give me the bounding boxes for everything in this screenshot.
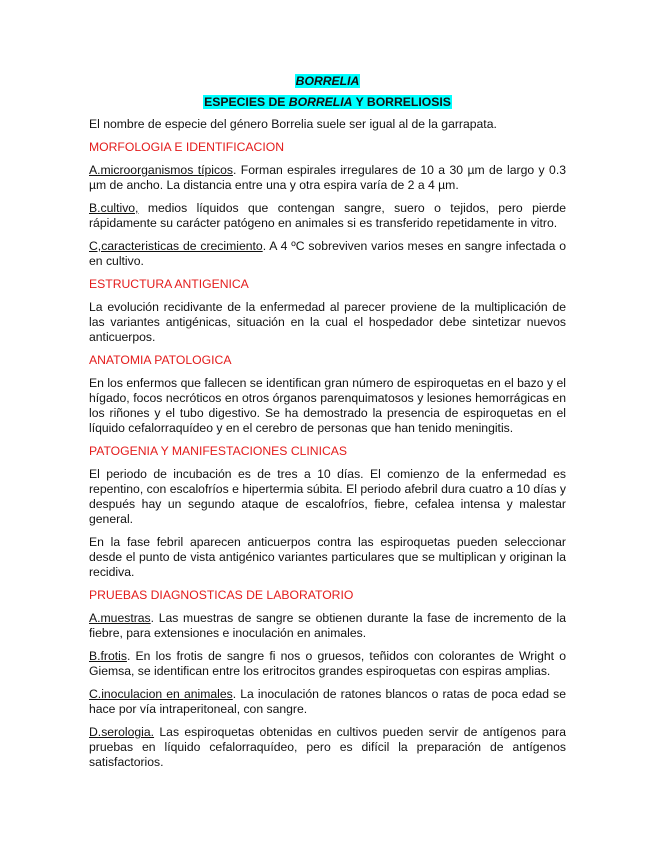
heading-patogenia: PATOGENIA Y MANIFESTACIONES CLINICAS xyxy=(89,444,348,458)
morfologia-b-text: medios líquidos que contengan sangre, suero o tejidos, pero pierde rápidamente su carácter patógeno en animales si es transferido repetidamente in vitro. xyxy=(89,201,566,230)
estructura-paragraph: La evolución recidivante de la enfermedad al parecer proviene de la multiplicación de las variantes antigénicas, situación en la cual el hospedador debe sintetizar nuevos anticuerpos. xyxy=(89,300,566,344)
morfologia-a-label: A.microorganismos típicos xyxy=(89,163,233,177)
pruebas-b-label: B.frotis xyxy=(89,649,127,663)
morfologia-b xyxy=(89,201,566,231)
pruebas-d-label: D.serologia. xyxy=(89,725,155,739)
morfologia-a-text: . Forman espirales irregulares de 10 a 30 µm de largo y 0.3 µm de ancho. La distancia entre una y otra espira varía de 2 a 4 µm. xyxy=(89,163,566,192)
morfologia-c xyxy=(89,239,566,269)
title-genus: BORRELIA xyxy=(295,74,360,88)
heading-pruebas: PRUEBAS DIAGNOSTICAS DE LABORATORIO xyxy=(89,588,354,602)
pruebas-c-text: . La inoculación de ratones blancos o ratas de poca edad se hace por vía intraperitoneal, con sangre. xyxy=(89,687,566,716)
pruebas-a-label: A.muestras xyxy=(89,611,151,625)
morfologia-b-label: B.cultivo, xyxy=(89,201,139,215)
morfologia-a xyxy=(89,163,566,193)
patogenia-paragraph-2: En la fase febril aparecen anticuerpos contra las espiroquetas pueden seleccionar desde el punto de vista antigénico variantes particulares que se multiplican y originan la recidiva. xyxy=(89,535,566,579)
pruebas-c-label: C.inoculacion en animales xyxy=(89,687,233,701)
patogenia-paragraph-1: El periodo de incubación es de tres a 10 días. El comienzo de la enfermedad es repentino, con escalofríos e hipertermia súbita. El periodo afebril dura cuatro a 10 días y después hay un segundo ataque de escalofríos, fiebre, cefalea intensa y malestar general. xyxy=(89,467,566,526)
morfologia-c-text: . A 4 ºC sobreviven varios meses en sangre infectada o en cultivo. xyxy=(89,239,566,268)
anatomia-paragraph: En los enfermos que fallecen se identifican gran número de espiroquetas en el bazo y el hígado, focos necróticos en otros órganos parenquimatosos y lesiones hemorrágicas en los riñones y el tubo digestivo. Se ha demostrado la presencia de espiroquetas en el líquido cefalorraquídeo y en el cerebro de personas que han tenido meningitis. xyxy=(89,376,566,435)
document-page xyxy=(89,74,566,778)
pruebas-d-text: Las espiroquetas obtenidas en cultivos pueden servir de antígenos para pruebas en líquido cefalorraquídeo, pero es difícil la preparación de antígenos satisfactorios. xyxy=(89,725,566,769)
pruebas-a-text: . Las muestras de sangre se obtienen durante la fase de incremento de la fiebre, para extensiones e inoculación en animales. xyxy=(89,611,566,640)
morfologia-c-label: C,caracteristicas de crecimiento xyxy=(89,239,263,253)
pruebas-b xyxy=(89,649,566,679)
subtitle-italic: BORRELIA xyxy=(288,95,353,109)
document-title xyxy=(89,74,566,89)
intro-paragraph: El nombre de especie del género Borrelia suele ser igual al de la garrapata. xyxy=(89,117,497,131)
pruebas-c xyxy=(89,687,566,717)
subtitle-highlight xyxy=(203,95,452,109)
pruebas-b-text: . En los frotis de sangre fi nos o gruesos, teñidos con colorantes de Wright o Giemsa, se identifican entre los eritrocitos grandes espiroquetas con espiras amplias. xyxy=(89,649,566,678)
subtitle-post: Y BORRELIOSIS xyxy=(352,95,451,109)
heading-morfologia: MORFOLOGIA E IDENTIFICACION xyxy=(89,140,285,154)
pruebas-a xyxy=(89,611,566,641)
heading-anatomia: ANATOMIA PATOLOGICA xyxy=(89,353,232,367)
heading-estructura: ESTRUCTURA ANTIGENICA xyxy=(89,277,249,291)
subtitle-pre: ESPECIES DE xyxy=(204,95,289,109)
pruebas-d xyxy=(89,725,566,770)
document-subtitle xyxy=(89,95,566,110)
